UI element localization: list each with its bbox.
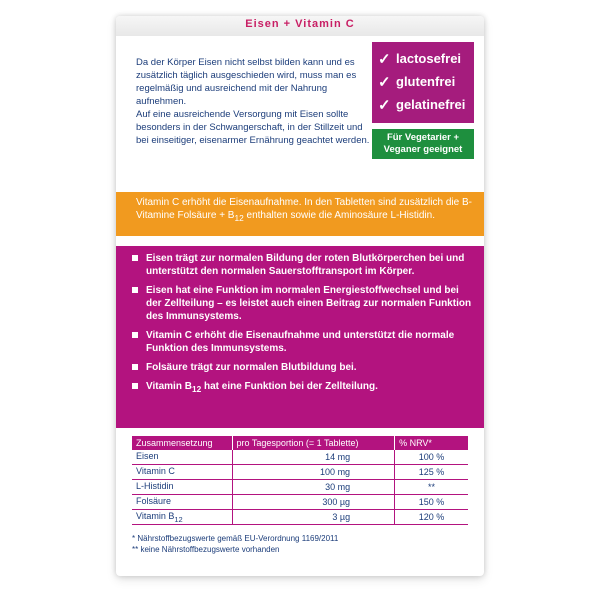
top-strip-title: Eisen + Vitamin C <box>116 16 484 36</box>
claim-item <box>132 284 474 323</box>
claim-text: Eisen hat eine Funktion im normalen Energiestoffwechsel und bei der Zellteilung – es leistet auch einen Beitrag zur normalen Funktion des Immunsystems. <box>146 285 472 322</box>
nutrient-amount: 14 mg <box>232 450 395 465</box>
table-row <box>132 495 468 510</box>
badge-row-lactosefrei <box>378 47 474 70</box>
checkmark-icon: ✓ <box>378 73 391 91</box>
nutrient-name: Folsäure <box>132 495 232 510</box>
square-bullet-icon <box>132 255 138 261</box>
nutrient-nrv: 120 % <box>395 510 468 525</box>
square-bullet-icon <box>132 332 138 338</box>
nutrient-name: Vitamin $B_{12}$ <box>132 510 232 525</box>
health-claims-box <box>116 246 484 428</box>
footnote-1: * Nährstoffbezugswerte gemäß EU-Verordnung 1169/2011 <box>132 534 339 543</box>
nutrient-name: L-Histidin <box>132 480 232 495</box>
intro-text <box>136 56 374 147</box>
nutrient-name: Eisen <box>132 450 232 465</box>
orange-subscript: 12 <box>234 213 244 223</box>
header-nrv: % NRV* <box>395 436 468 450</box>
vegan-line-2: Veganer geeignet <box>383 144 463 155</box>
nutrient-name: Vitamin C <box>132 465 232 480</box>
claim-text: Folsäure trägt zur normalen Blutbildung bei. <box>146 362 357 373</box>
package-back <box>116 16 484 576</box>
vegan-line-1: Für Vegetarier + <box>386 132 460 143</box>
nutrient-nrv: 150 % <box>395 495 468 510</box>
nutrient-amount: 3 µg <box>232 510 395 525</box>
claim-item <box>132 380 474 396</box>
table-row <box>132 510 468 525</box>
footnote-2: ** keine Nährstoffbezugswerte vorhanden <box>132 545 280 554</box>
square-bullet-icon <box>132 287 138 293</box>
claim-text: Eisen trägt zur normalen Bildung der roten Blutkörperchen bei und unterstützt den normalen Sauerstofftransport im Körper. <box>146 253 465 277</box>
header-composition: Zusammensetzung <box>132 436 232 450</box>
claim-subscript: 12 <box>191 384 202 394</box>
intro-paragraph-2: Auf eine ausreichende Versorgung mit Eisen sollte besonders in der Schwangerschaft, in der Stillzeit und bei einseitiger, eisenarmer Ernährung geachtet werden. <box>136 109 370 146</box>
claim-text: Vitamin B <box>146 381 192 392</box>
table-row <box>132 480 468 495</box>
nutrient-amount: 300 µg <box>232 495 395 510</box>
nutrition-table <box>132 436 468 525</box>
claims-list <box>132 252 474 396</box>
claim-text: Vitamin C erhöht die Eisenaufnahme und unterstützt die normale Funktion des Immunsystems. <box>146 330 455 354</box>
badge-label: gelatinefrei <box>396 97 466 112</box>
badge-row-gelatinefrei <box>378 93 474 116</box>
checkmark-icon: ✓ <box>378 50 391 68</box>
claim-text-after: hat eine Funktion bei der Zellteilung. <box>201 381 378 392</box>
intro-paragraph-1: Da der Körper Eisen nicht selbst bilden kann und es zusätzlich täglich ausgeschieden wird, muss man es regelmäßig und ausreichend mit der Nahrung aufnehmen. <box>136 57 357 107</box>
nutrient-nrv: ** <box>395 480 468 495</box>
claim-item <box>132 361 474 374</box>
badge-label: lactosefrei <box>396 51 462 66</box>
footnotes <box>132 533 472 555</box>
table-row <box>132 465 468 480</box>
nutrient-nrv: 125 % <box>395 465 468 480</box>
nutrient-amount: 100 mg <box>232 465 395 480</box>
nutrient-amount: 30 mg <box>232 480 395 495</box>
badge-row-glutenfrei <box>378 70 474 93</box>
claim-item <box>132 329 474 355</box>
square-bullet-icon <box>132 364 138 370</box>
checkmark-icon: ✓ <box>378 96 391 114</box>
free-from-badge <box>372 42 474 123</box>
square-bullet-icon <box>132 383 138 389</box>
header-per-portion: pro Tagesportion (= 1 Tablette) <box>232 436 395 450</box>
table-row <box>132 450 468 465</box>
badge-label: glutenfrei <box>396 74 456 89</box>
vitamin-c-info-box <box>116 192 484 236</box>
claim-item <box>132 252 474 278</box>
orange-text-before: Vitamin C erhöht die Eisenaufnahme. In den Tabletten sind zusätzlich die B-Vitamine Folsäure + B <box>136 197 472 221</box>
orange-text-after: enthalten sowie die Aminosäure L-Histidin. <box>243 210 435 221</box>
vegan-badge <box>372 129 474 159</box>
table-header-row <box>132 436 468 450</box>
nutrient-nrv: 100 % <box>395 450 468 465</box>
